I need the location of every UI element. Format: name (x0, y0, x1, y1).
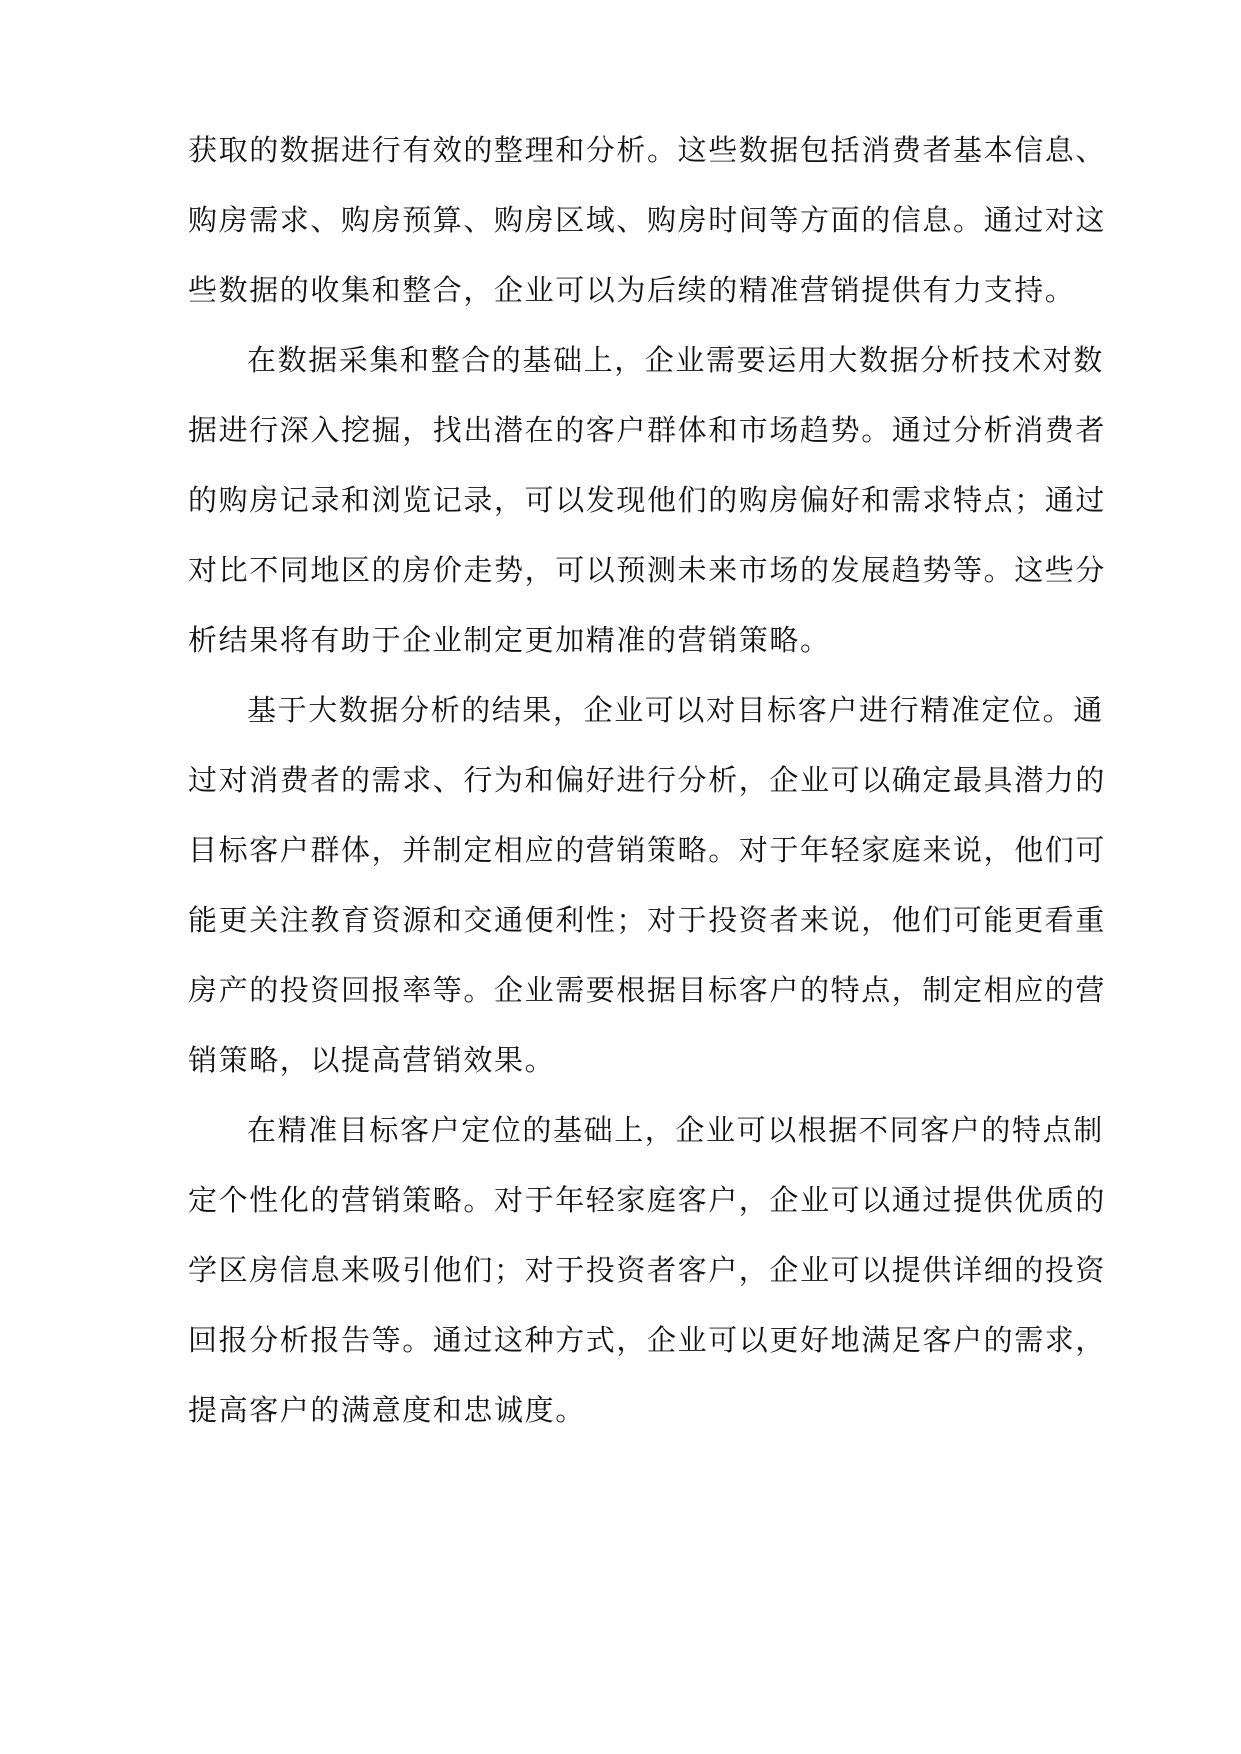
text-line: 获取的数据进行有效的整理和分析。这些数据包括消费者基本信息、 (188, 133, 1107, 167)
text-line: 能更关注教育资源和交通便利性；对于投资者来说，他们可能更看重 (188, 903, 1107, 937)
text-line: 提高客户的满意度和忠诚度。 (188, 1393, 586, 1427)
paragraph-first-line: 在数据采集和整合的基础上，企业需要运用大数据分析技术对数 (247, 343, 1104, 377)
text-line: 过对消费者的需求、行为和偏好进行分析，企业可以确定最具潜力的 (188, 763, 1107, 797)
text-line: 学区房信息来吸引他们；对于投资者客户，企业可以提供详细的投资 (188, 1253, 1107, 1287)
paragraph-first-line: 在精准目标客户定位的基础上，企业可以根据不同客户的特点制 (247, 1113, 1104, 1147)
text-line: 些数据的收集和整合，企业可以为后续的精准营销提供有力支持。 (188, 273, 1076, 307)
text-line: 的购房记录和浏览记录，可以发现他们的购房偏好和需求特点；通过 (188, 483, 1107, 517)
text-line: 回报分析报告等。通过这种方式，企业可以更好地满足客户的需求， (188, 1323, 1107, 1357)
text-line: 定个性化的营销策略。对于年轻家庭客户，企业可以通过提供优质的 (188, 1183, 1107, 1217)
text-line: 销策略，以提高营销效果。 (188, 1043, 556, 1077)
text-line: 对比不同地区的房价走势，可以预测未来市场的发展趋势等。这些分 (188, 553, 1107, 587)
paragraph-first-line: 基于大数据分析的结果，企业可以对目标客户进行精准定位。通 (247, 693, 1104, 727)
text-line: 目标客户群体，并制定相应的营销策略。对于年轻家庭来说，他们可 (188, 833, 1107, 867)
text-line: 购房需求、购房预算、购房区域、购房时间等方面的信息。通过对这 (188, 203, 1107, 237)
text-line: 房产的投资回报率等。企业需要根据目标客户的特点，制定相应的营 (188, 973, 1107, 1007)
text-line: 据进行深入挖掘，找出潜在的客户群体和市场趋势。通过分析消费者 (188, 413, 1107, 447)
text-line: 析结果将有助于企业制定更加精准的营销策略。 (188, 623, 831, 657)
